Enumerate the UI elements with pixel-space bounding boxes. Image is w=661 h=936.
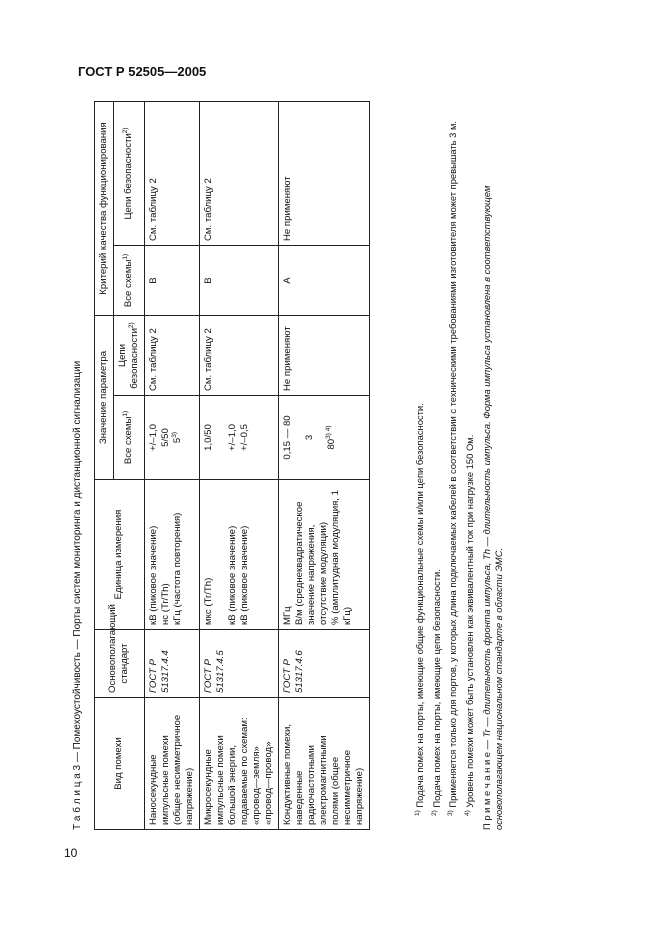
footnote-1: $^{1)}$ Подача помех на порты, имеющие общие функциональные схемы и/или цепи безопасности. [413, 403, 425, 816]
table-row [199, 101, 278, 829]
cell-crit-all: B [199, 246, 278, 316]
footnote-3: $^{3)}$ Применяется только для портов, у которых длина подключаемых кабелей в соответствии с техническими требованиями изготовителя может превышать 3 м. [447, 120, 459, 816]
col-criterion-group-header: Критерий качества функционирования [95, 101, 114, 315]
col-crit-safety-header: Цепи безопасности$^{2)}$ [113, 101, 144, 245]
cell-standard: ГОСТ Р 51317.4.4 [144, 630, 199, 698]
cell-value-all: +/–1,0 5/50 5$^{3)}$ [144, 396, 199, 480]
col-value-all-header: Все схемы$^{1)}$ [113, 396, 144, 480]
footnote-4: $^{4)}$ Уровень помехи может быть установлен как эквивалентный ток при нагрузке 150 Ом. [463, 434, 476, 816]
col-value-safety-header: Цепи безопасности$^{2)}$ [113, 316, 144, 396]
cell-type: Микросекундные импульсные помехи большой энергии, подаваемые по схемам: «провод—земля» «провод—провод» [199, 698, 278, 830]
table-row [144, 101, 199, 829]
table-caption: Т а б л и ц а 3 — Помехоустойчивость — Порты систем мониторинга и дистанционной сигнализации [72, 360, 83, 830]
cell-value-all: 1,0/50 +/–1,0 +/–0,5 [199, 396, 278, 480]
col-crit-all-header: Все схемы$^{1)}$ [113, 246, 144, 316]
cell-value-safety: Не применяют [278, 316, 369, 396]
cell-value-safety: См. таблицу 2 [144, 316, 199, 396]
cell-standard: ГОСТ Р 51317.4.5 [199, 630, 278, 698]
cell-type: Наносекундные импульсные помехи (общее несимметричное напряжение) [144, 698, 199, 830]
cell-crit-safety: См. таблицу 2 [144, 101, 199, 245]
table-note: П р и м е ч а н и е — Tr — длительность фронта импульса, Th — длительность импульса. Форма импульса установлена в соответствующем основополагающем национальном стандарте в области ЭМС. [480, 185, 505, 830]
col-unit-header: Единица измерения [95, 480, 145, 630]
col-type-header: Вид помехи [95, 698, 145, 830]
page-number: 10 [64, 846, 78, 860]
col-standard-header: Основополагающий стандарт [95, 630, 145, 698]
footnotes [414, 102, 510, 830]
rotated-table-block [64, 94, 534, 838]
table-row [278, 101, 369, 829]
cell-value-safety: См. таблицу 2 [199, 316, 278, 396]
cell-unit: МГц В/м (среднеквадратическое значение напряжения, отсутствие модуляции) % (амплитудная модуляция, 1 кГц) [278, 480, 369, 630]
cell-type: Кондуктивные помехи, наведенные радиочастотными электромагнитными полями (общее несимметричное напряжение) [278, 698, 369, 830]
cell-crit-safety: Не применяют [278, 101, 369, 245]
cell-crit-all: B [144, 246, 199, 316]
cell-crit-safety: См. таблицу 2 [199, 101, 278, 245]
footnote-2: $^{2)}$ Подача помех на порты, имеющие цепи безопасности. [430, 569, 442, 816]
col-value-group-header: Значение параметра [95, 316, 114, 480]
cell-value-all: 0,15 — 80 3 $80^{3) 4)}$ [278, 396, 369, 480]
cell-unit: кВ (пиковое значение) нс (Tr/Th) кГц (частота повторения) [144, 480, 199, 630]
cell-crit-all: A [278, 246, 369, 316]
cell-standard: ГОСТ Р 51317.4.6 [278, 630, 369, 698]
immunity-table [94, 101, 370, 830]
cell-unit: мкс (Tr/Th) кВ (пиковое значение) кВ (пиковое значение) [199, 480, 278, 630]
document-header: ГОСТ Р 52505—2005 [78, 64, 207, 79]
